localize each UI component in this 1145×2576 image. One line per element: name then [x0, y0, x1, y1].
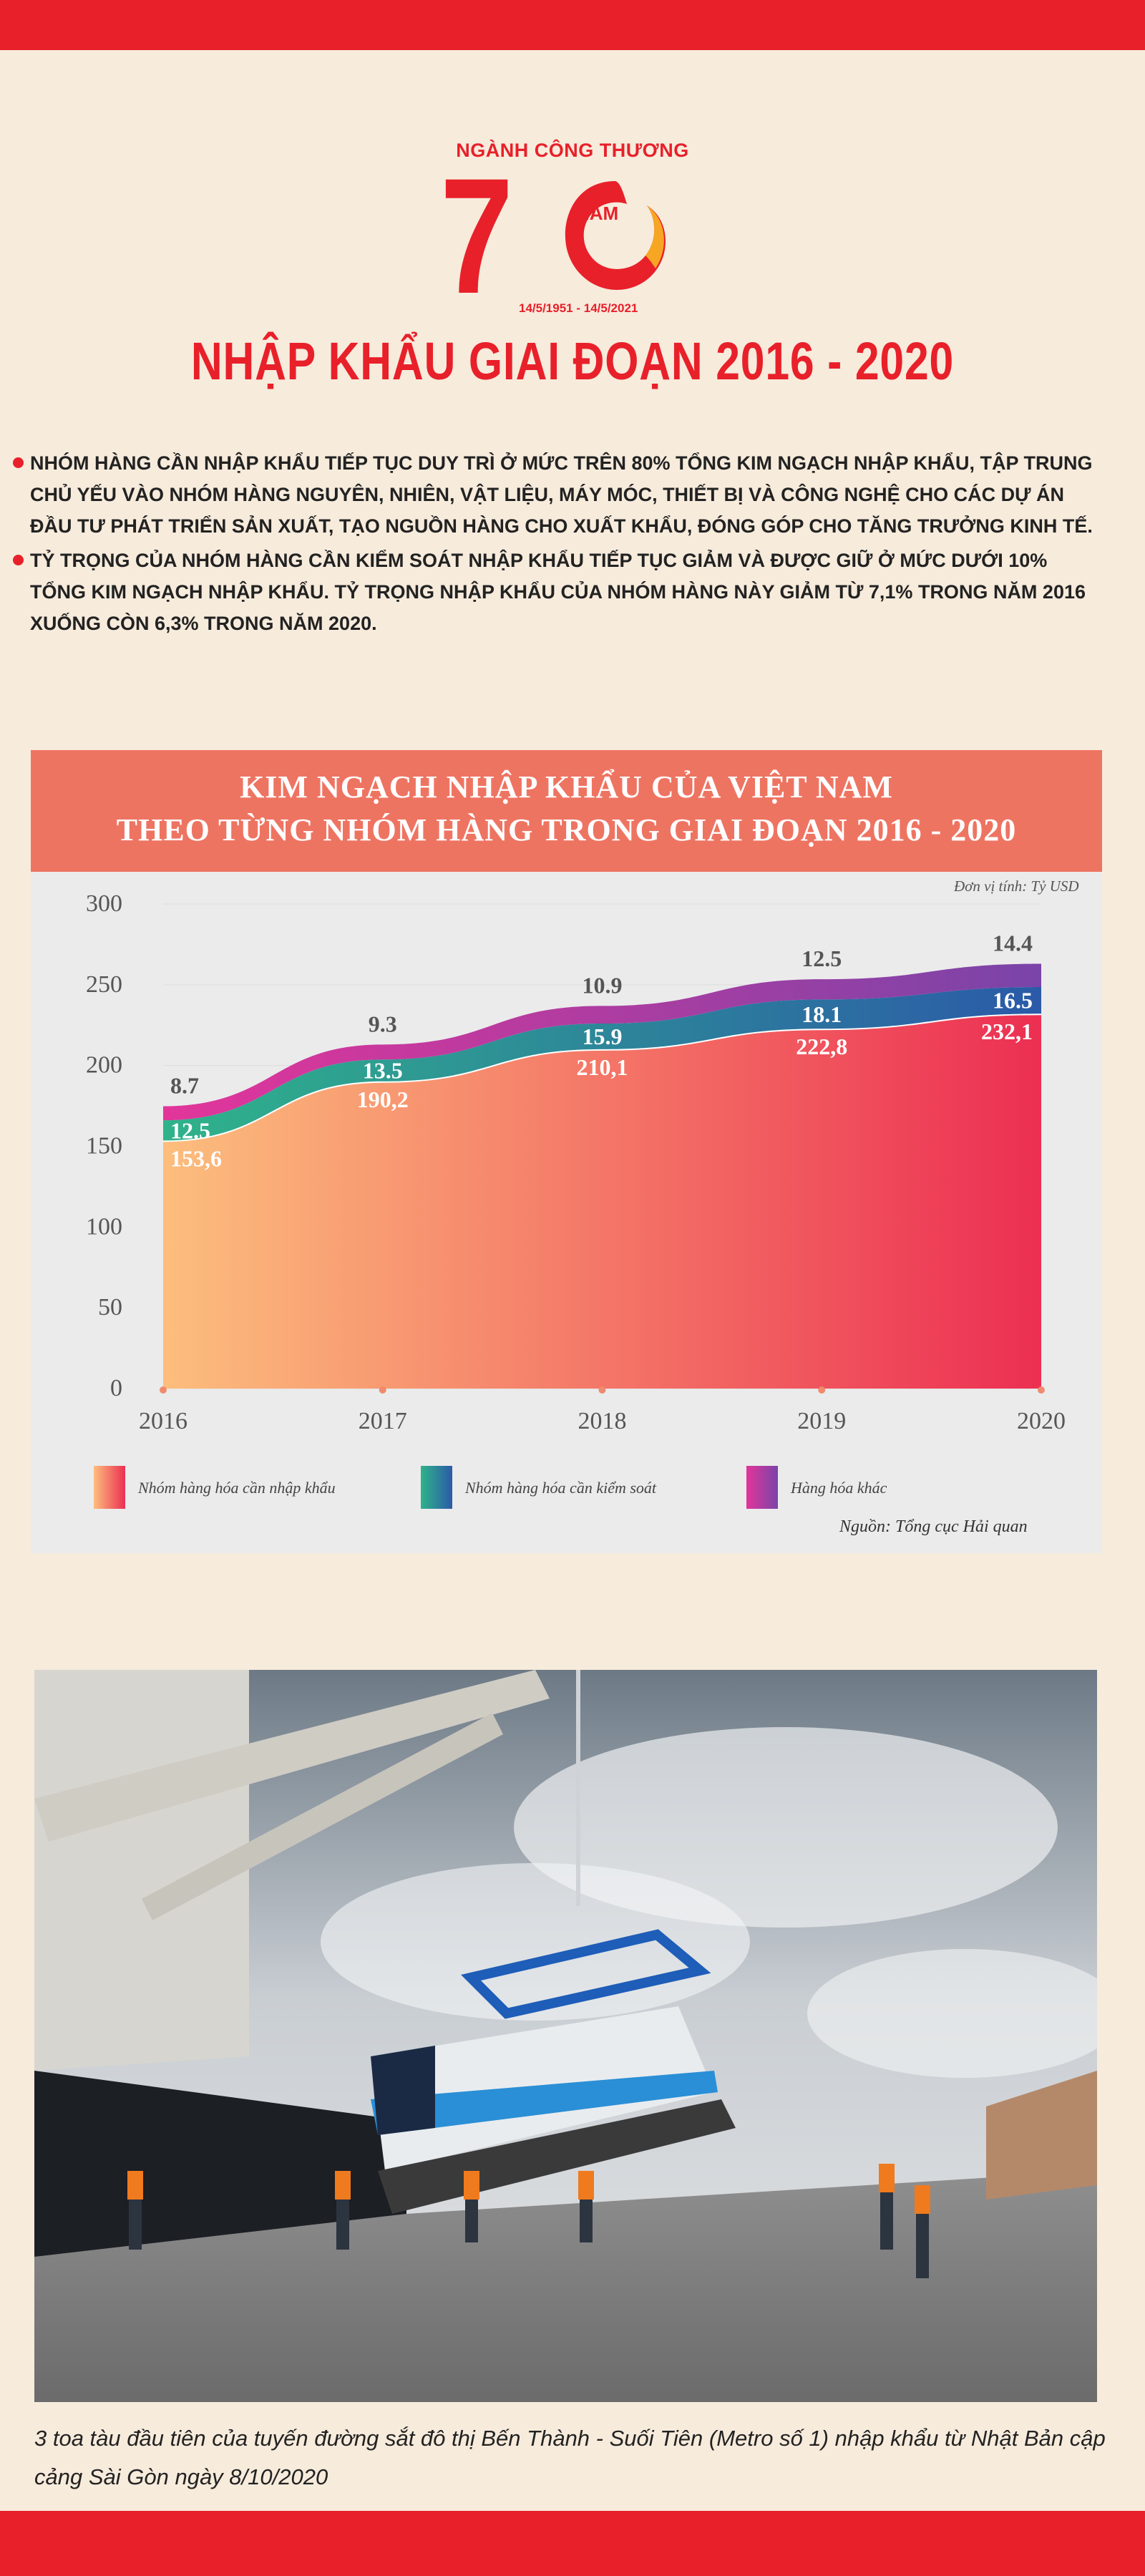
x-tick-label: 2017	[358, 1408, 407, 1434]
chart-title-line1: KIM NGẠCH NHẬP KHẨU CỦA VIỆT NAM	[240, 769, 893, 805]
y-tick-label: 250	[86, 971, 122, 998]
bullet-item	[13, 545, 1108, 639]
data-label: 10.9	[582, 972, 623, 998]
data-label: 18.1	[802, 1001, 842, 1027]
chart-panel	[31, 750, 1102, 1553]
chart-title-line2: THEO TỪNG NHÓM HÀNG TRONG GIAI ĐOẠN 2016 - 2020	[116, 812, 1017, 847]
data-label: 12.5	[802, 946, 842, 972]
bullet-list	[13, 447, 1108, 642]
data-label: 16.5	[993, 987, 1033, 1014]
bullet-text: NHÓM HÀNG CẦN NHẬP KHẨU TIẾP TỤC DUY TRÌ Ở MỨC TRÊN 80% TỔNG KIM NGẠCH NHẬP KHẨU, TẬP TRUNG CHỦ YẾU VÀO NHÓM HÀNG NGUYÊN, NHIÊN, VẬT LIỆU, MÁY MÓC, THIẾT BỊ VÀ CÔNG NGHỆ CHO CÁC DỰ ÁN ĐẦU TƯ PHÁT TRIỂN SẢN XUẤT, TẠO NGUỒN HÀNG CHO XUẤT KHẨU, ĐÓNG GÓP CHO TĂNG TRƯỞNG KINH TẾ.	[30, 452, 1093, 537]
y-tick-label: 0	[110, 1375, 122, 1401]
x-tick-label: 2020	[1017, 1408, 1066, 1434]
data-label: 222,8	[796, 1034, 848, 1060]
legend-swatch	[421, 1466, 452, 1509]
x-axis-marker	[379, 1386, 386, 1394]
bullet-dot-icon	[13, 555, 24, 565]
photo-illustration	[34, 1670, 1097, 2402]
y-tick-label: 100	[86, 1213, 122, 1240]
x-axis-marker	[599, 1386, 606, 1394]
photo-caption: 3 toa tàu đầu tiên của tuyến đường sắt đô thị Bến Thành - Suối Tiên (Metro số 1) nhập khẩu từ Nhật Bản cập cảng Sài Gòn ngày 8/10/2020	[34, 2426, 1106, 2489]
x-axis-marker	[818, 1386, 825, 1394]
logo-dates: 14/5/1951 - 14/5/2021	[519, 301, 638, 315]
x-tick-label: 2019	[797, 1408, 847, 1434]
y-tick-label: 300	[86, 890, 122, 917]
chart-source: Nguồn: Tổng cục Hải quan	[839, 1517, 1028, 1536]
x-tick-label: 2018	[578, 1408, 627, 1434]
bullet-text: TỶ TRỌNG CỦA NHÓM HÀNG CẦN KIỂM SOÁT NHẬP KHẨU TIẾP TỤC GIẢM VÀ ĐƯỢC GIỮ Ở MỨC DƯỚI 10% TỔNG KIM NGẠCH NHẬP KHẨU. TỶ TRỌNG NHẬP KHẨU CỦA NHÓM HÀNG NÀY GIẢM TỪ 7,1% TRONG NĂM 2016 XUỐNG CÒN 6,3% TRONG NĂM 2020.	[30, 550, 1086, 634]
data-label: 153,6	[170, 1145, 222, 1172]
area-chart	[31, 750, 1102, 1553]
data-label: 210,1	[576, 1054, 628, 1080]
bullet-item	[13, 447, 1108, 542]
bullet-dot-icon	[13, 457, 24, 468]
x-axis-marker	[160, 1386, 167, 1394]
data-label: 9.3	[368, 1011, 397, 1037]
y-tick-label: 200	[86, 1051, 122, 1079]
logo-year-word: NĂM	[576, 203, 619, 224]
data-label: 12.5	[170, 1117, 210, 1144]
legend-label: Nhóm hàng hóa cần kiểm soát	[465, 1479, 657, 1497]
legend-swatch	[746, 1466, 778, 1509]
x-tick-label: 2016	[139, 1408, 187, 1434]
x-axis-marker	[1038, 1386, 1045, 1394]
logo-top-text: NGÀNH CÔNG THƯƠNG	[456, 140, 689, 161]
logo-zero-ring-icon	[558, 175, 673, 297]
legend-label: Hàng hóa khác	[791, 1479, 887, 1497]
data-label: 15.9	[582, 1023, 623, 1049]
logo-seven-digit: 7	[440, 144, 514, 328]
metro-train-photo	[34, 1670, 1097, 2402]
data-label: 13.5	[362, 1057, 403, 1084]
data-label: 232,1	[981, 1019, 1033, 1045]
top-red-bar	[0, 0, 1145, 50]
legend-label: Nhóm hàng hóa cần nhập khẩu	[138, 1479, 336, 1497]
bottom-red-bar	[0, 2511, 1145, 2576]
data-label: 14.4	[993, 930, 1033, 956]
data-label: 8.7	[170, 1072, 199, 1099]
legend-swatch	[94, 1466, 125, 1509]
anniversary-logo	[429, 132, 716, 328]
page-title: NHẬP KHẨU GIAI ĐOẠN 2016 - 2020	[190, 331, 955, 391]
y-tick-label: 150	[86, 1132, 122, 1160]
y-tick-label: 50	[98, 1294, 122, 1321]
data-label: 190,2	[356, 1086, 409, 1112]
chart-unit: Đơn vị tính: Tỷ USD	[954, 878, 1079, 895]
